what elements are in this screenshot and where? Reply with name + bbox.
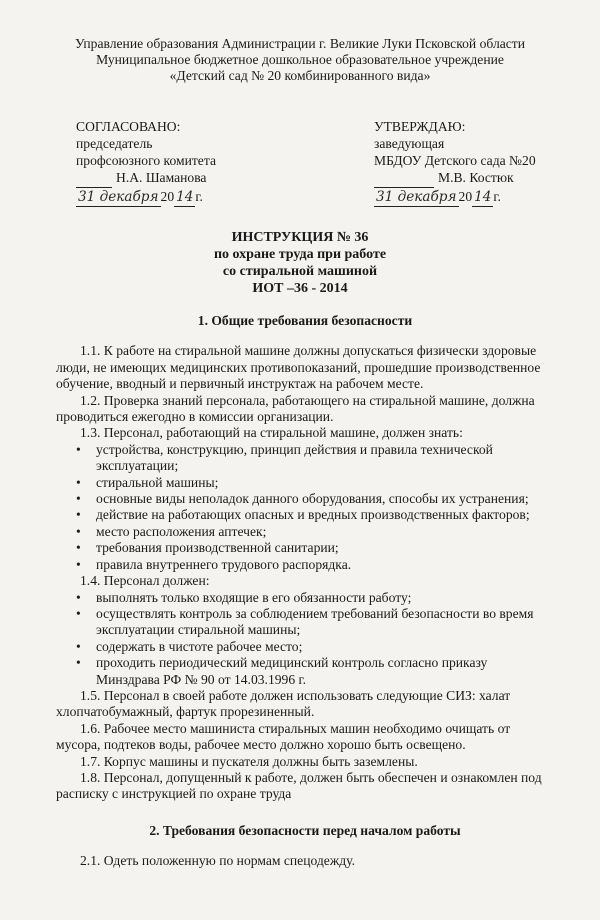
paragraph: 1.8. Персонал, допущенный к работе, должен быть обеспечен и ознакомлен под расписку с инструкцией по охране труда [56, 769, 542, 802]
paragraph: 2.1. Одеть положенную по нормам спецодежду. [80, 853, 355, 869]
approval-date [374, 188, 536, 207]
list-item: • место расположения аптечек; [96, 524, 554, 540]
header-line-institution: Муниципальное бюджетное дошкольное образовательное учреждение [96, 52, 504, 67]
title-line: со стиральной машиной [222, 264, 378, 279]
duties-list [56, 590, 554, 688]
section-heading: 2. Требования безопасности перед началом работы [149, 822, 461, 838]
signature-mark [374, 170, 434, 188]
approval-label: УТВЕРЖДАЮ: [374, 119, 466, 134]
signature-mark [76, 170, 112, 188]
year-suffix: г. [493, 189, 501, 204]
year-suffix: г. [195, 189, 203, 204]
paragraph: 1.4. Персонал должен: [80, 573, 210, 589]
year-prefix: 20 [160, 189, 175, 204]
handwritten-year: 14 [474, 189, 492, 205]
list-item: • содержать в чистоте рабочее место; [96, 639, 554, 655]
approval-label: СОГЛАСОВАНО: [76, 119, 181, 134]
list-item: • стиральной машины; [96, 475, 554, 491]
list-item: • проходить периодический медицинский контроль согласно приказу Минздрава РФ № 90 от 14.03.1996 г. [96, 655, 554, 688]
document-header [0, 36, 600, 84]
list-item: • осуществлять контроль за соблюдением требований безопасности во время эксплуатации стиральной машины; [96, 606, 554, 639]
approval-date [76, 188, 216, 207]
paragraph: 1.7. Корпус машины и пускателя должны быть заземлены. [80, 753, 418, 769]
approval-role: МБДОУ Детского сада №20 [374, 153, 536, 168]
list-item: • основные виды неполадок данного оборудования, способы их устранения; [96, 491, 554, 507]
signature-line [374, 169, 536, 188]
year-prefix: 20 [458, 189, 473, 204]
paragraph: 1.5. Персонал в своей работе должен использовать следующие СИЗ: халат хлопчатобумажный, фартук прорезиненный. [56, 687, 511, 720]
approval-role: профсоюзного комитета [76, 153, 216, 168]
signatory-name: М.В. Костюк [438, 170, 514, 185]
paragraph: 1.6. Рабочее место машиниста стиральных машин необходимо очищать от мусора, подтеков воды, рабочее место должно хорошо быть освещено. [56, 720, 511, 753]
document-body [56, 313, 554, 870]
section-heading: 1. Общие требования безопасности [197, 313, 413, 328]
list-item: • требования производственной санитарии; [96, 540, 554, 556]
knowledge-list [56, 442, 554, 573]
handwritten-date: 31 декабря [78, 189, 159, 205]
list-item: • правила внутреннего трудового распорядка. [96, 557, 554, 573]
title-line: по охране труда при работе [213, 247, 387, 262]
list-item: • действие на работающих опасных и вредных производственных факторов; [96, 507, 554, 523]
title-line: ИНСТРУКЦИЯ № 36 [231, 230, 369, 245]
signatory-name: Н.А. Шаманова [116, 170, 207, 185]
title-line: ИОТ –36 - 2014 [252, 281, 348, 296]
header-line-name: «Детский сад № 20 комбинированного вида» [169, 68, 431, 83]
approval-role: заведующая [374, 136, 445, 151]
list-item: • устройства, конструкцию, принцип действия и правила технической эксплуатации; [96, 442, 554, 475]
list-item: • выполнять только входящие в его обязанности работу; [96, 590, 554, 606]
header-line-ministry: Управление образования Администрации г. Великие Луки Псковской области [74, 36, 526, 51]
handwritten-date: 31 декабря [376, 189, 457, 205]
document-title [0, 229, 600, 297]
paragraph: 1.3. Персонал, работающий на стиральной машине, должен знать: [80, 425, 463, 441]
approval-role: председатель [76, 136, 153, 151]
paragraph: 1.1. К работе на стиральной машине должны допускаться физически здоровые люди, не имеющих медицинских противопоказаний, прошедшие производственное обучение, вводный и первичный инструктаж на рабочем месте. [56, 343, 541, 392]
approval-block-agreed [76, 118, 216, 207]
signature-line [76, 169, 216, 188]
paragraph: 1.2. Проверка знаний персонала, работающего на стиральной машине, должна проводиться ежегодно в комиссии организации. [56, 392, 535, 425]
handwritten-year: 14 [176, 189, 194, 205]
approval-block-approve [374, 118, 536, 207]
